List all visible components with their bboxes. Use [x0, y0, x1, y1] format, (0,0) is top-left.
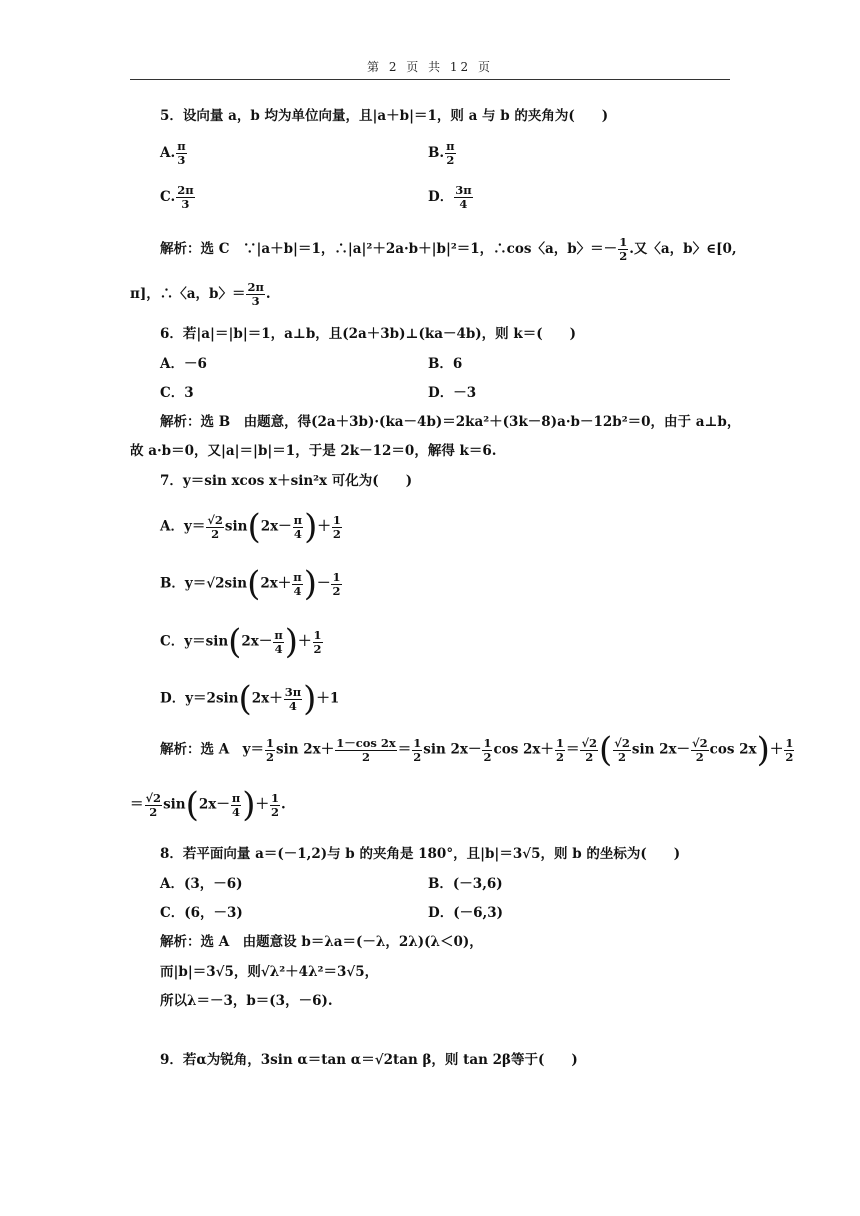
q8-options-ab: A．(3，－6) B．(－3,6) — [160, 876, 503, 892]
q9-stem: 9．若α为锐角，3sin α＝tan α＝√2tan β，则 tan 2β等于( ) — [160, 1052, 578, 1068]
q6-options-cd: C．3 D．－3 — [160, 385, 477, 401]
q8-solution-2: 而|b|＝3√5，则√λ²＋4λ²＝3√5， — [160, 964, 379, 980]
q7-option-a: A．y＝ $\frac{√2}{2}$ sin(2x－ $\frac{\pi}{4}$ )＋ $\frac{1}{2}$ — [160, 507, 341, 547]
q8-solution-3: 所以λ＝－3，b＝(3，－6). — [160, 993, 333, 1009]
q6-options-ab: A．－6 B．6 — [160, 356, 463, 372]
q6-stem: 6．若|a|＝|b|＝1，a⊥b，且(2a＋3b)⊥(ka－4b)，则 k＝( ) — [160, 326, 577, 342]
q7-solution-2: ＝ $\frac{√2}{2}$ sin(2x－ $\frac{\pi}{4}$ )＋ $\frac{1}{2}$ . — [130, 785, 286, 825]
page-header: 第 2 页 共 12 页 — [367, 60, 493, 74]
q5-option-a: A. $\frac{\pi}{3}$ B. $\frac{\pi}{2}$ — [160, 139, 455, 167]
q7-solution-1: 解析：选 A y＝ $\frac{1}{2}$ sin 2x＋ $\frac{1-\cos 2x}{2}$ ＝ $\frac{1}{2}$ sin 2x－ $\frac{1}{2}$ cos 2x＋ $\frac{1}{2}$ ＝ $\frac{√2}{2}$ ( $\frac{√2}{2}$ sin 2x－ $\frac{√2}{2}$ cos 2x)＋ $\frac{1}{2}$ — [160, 730, 794, 770]
q6-solution-1: 解析：选 B 由题意，得(2a＋3b)·(ka－4b)＝2ka²＋(3k－8)a·b－12b²＝0，由于 a⊥b， — [160, 414, 741, 430]
q8-solution-1: 解析：选 A 由题意设 b＝λa＝(－λ，2λ)(λ＜0)， — [160, 934, 483, 950]
q5-option-c: C. $\frac{2\pi}{3}$ D． $\frac{3\pi}{4}$ — [160, 183, 472, 211]
q7-option-b: B．y＝√2sin(2x＋ $\frac{\pi}{4}$ )－ $\frac{1}{2}$ — [160, 564, 341, 604]
q7-option-c: C．y＝sin(2x－ $\frac{\pi}{4}$ )＋ $\frac{1}{2}$ — [160, 622, 322, 662]
q5-stem: 5．设向量 a，b 均为单位向量，且|a＋b|＝1，则 a 与 b 的夹角为( ) — [160, 108, 609, 124]
q5-solution-1: 解析：选 C ∵|a＋b|＝1，∴|a|²＋2a·b＋|b|²＝1，∴cos〈a，b〉＝－ $\frac{1}{2}$ .又〈a，b〉∈[0, — [160, 235, 737, 263]
q7-option-d: D．y＝2sin(2x＋ $\frac{3\pi}{4}$ )＋1 — [160, 679, 340, 719]
header-rule — [130, 79, 730, 80]
q7-stem: 7．y＝sin xcos x＋sin²x 可化为( ) — [160, 473, 413, 489]
q5-solution-2: π]，∴〈a，b〉＝ $\frac{2\pi}{3}$ . — [130, 280, 271, 308]
q8-options-cd: C．(6，－3) D．(－6,3) — [160, 905, 503, 921]
q8-stem: 8．若平面向量 a＝(－1,2)与 b 的夹角是 180°，且|b|＝3√5，则 b 的坐标为( ) — [160, 846, 681, 862]
q6-solution-2: 故 a·b＝0，又|a|＝|b|＝1，于是 2k－12＝0，解得 k＝6. — [130, 443, 497, 459]
